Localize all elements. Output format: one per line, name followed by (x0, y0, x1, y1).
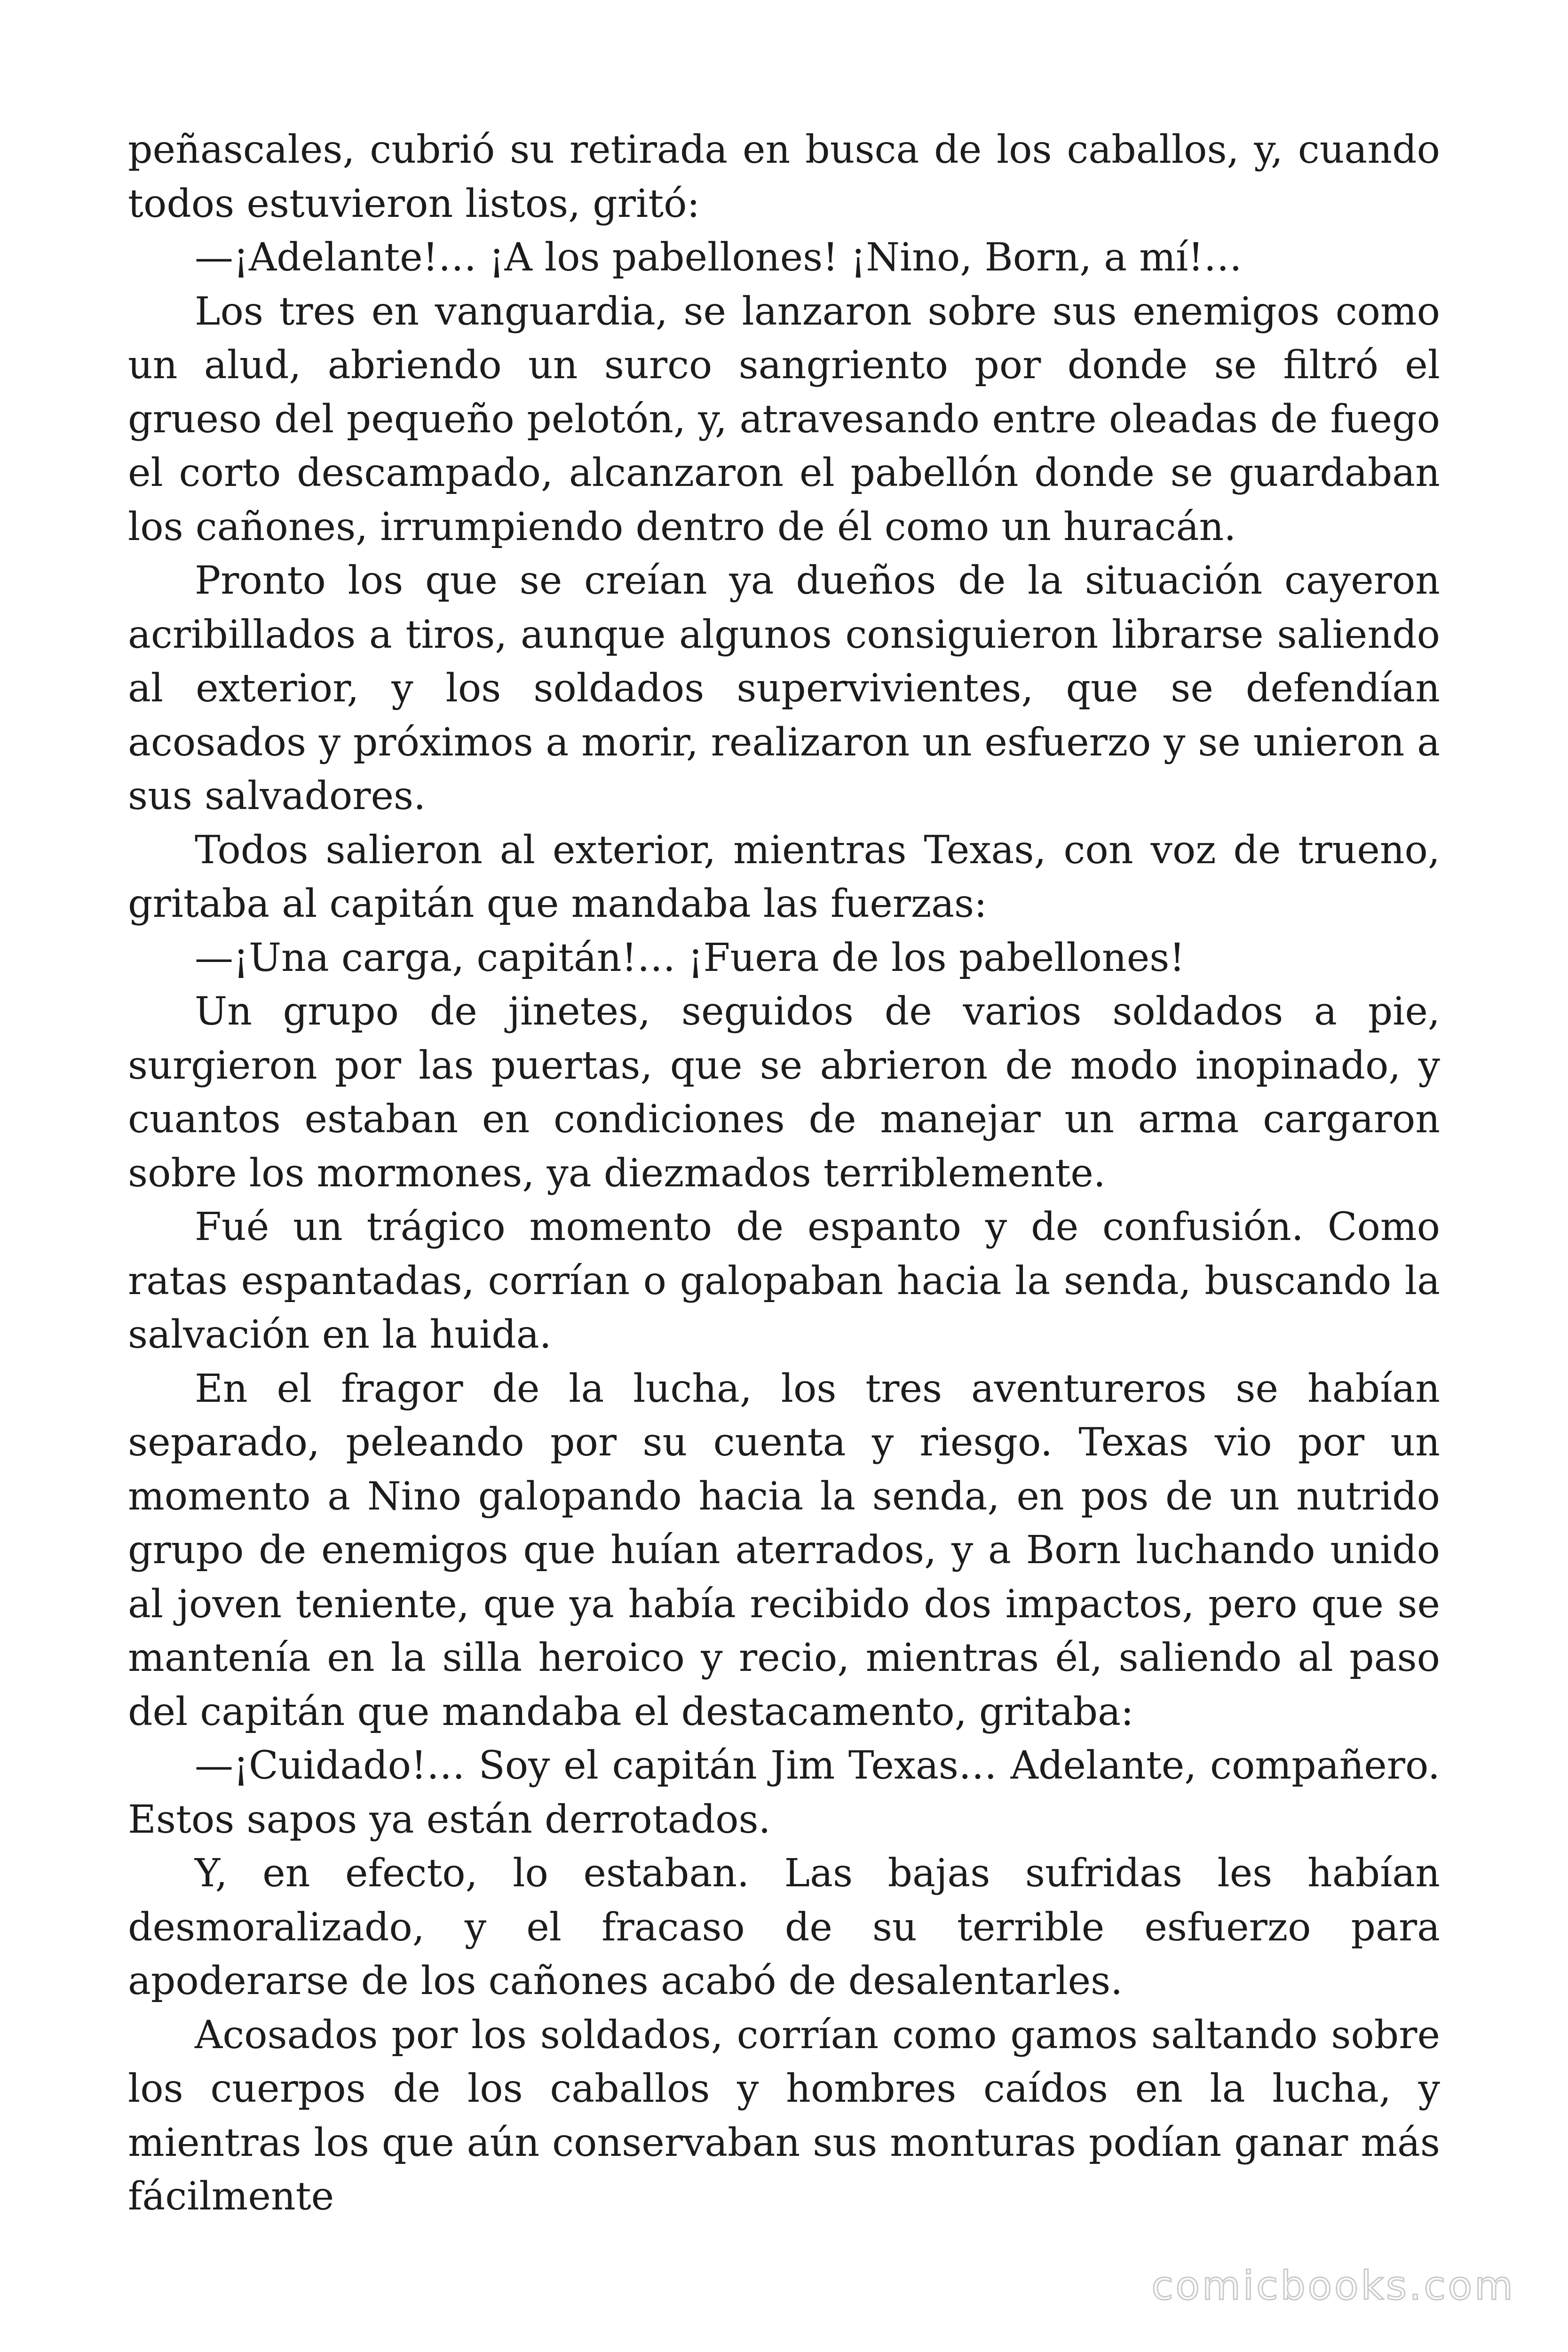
paragraph-last: Acosados por los soldados, corrían como gamos saltando sobre los cuerpos de los caballos y hombres caídos en la lucha, y mientras los que aún conservaban sus monturas podían ganar más fácilmente (128, 2012, 1440, 2219)
paragraph: Y, en efecto, lo estaban. Las bajas sufridas les habían desmoralizado, y el fracaso de su terrible esfuerzo para apoderarse de los cañones acabó de desalentarles. (128, 1851, 1440, 2003)
paragraph: Pronto los que se creían ya dueños de la situación cayeron acribillados a tiros, aunque algunos consiguieron librarse saliendo al exterior, y los soldados supervivientes, que se defendían acosados y próximos a morir, realizaron un esfuerzo y se unieron a sus salvadores. (128, 558, 1440, 818)
paragraph: Fué un trágico momento de espanto y de confusión. Como ratas espantadas, corrían o galopaban hacia la senda, buscando la salvación en la huida. (128, 1205, 1440, 1357)
paragraph: Todos salieron al exterior, mientras Texas, con voz de trueno, gritaba al capitán que mandaba las fuerzas: (128, 827, 1440, 926)
paragraph-dialogue: —¡Cuidado!… Soy el capitán Jim Texas… Adelante, compañero. Estos sapos ya están derrotados. (128, 1743, 1440, 1842)
watermark: comicbooks.com (1151, 2263, 1515, 2309)
page-body-text (128, 123, 1440, 2224)
paragraph-dialogue: —¡Adelante!… ¡A los pabellones! ¡Nino, Born, a mí!… (195, 235, 1243, 280)
paragraph-dialogue: —¡Una carga, capitán!… ¡Fuera de los pabellones! (195, 935, 1185, 980)
paragraph-continuation: peñascales, cubrió su retirada en busca de los caballos, y, cuando todos estuvieron listos, gritó: (128, 127, 1440, 226)
paragraph: En el fragor de la lucha, los tres aventureros se habían separado, peleando por su cuenta y riesgo. Texas vio por un momento a Nino galopando hacia la senda, en pos de un nutrido grupo de enemigos que huían aterrados, y a Born luchando unido al joven teniente, que ya había recibido dos impactos, pero que se mantenía en la silla heroico y recio, mientras él, saliendo al paso del capitán que mandaba el destacamento, gritaba: (128, 1366, 1440, 1734)
paragraph: Los tres en vanguardia, se lanzaron sobre sus enemigos como un alud, abriendo un surco sangriento por donde se filtró el grueso del pequeño pelotón, y, atravesando entre oleadas de fuego el corto descampado, alcanzaron el pabellón donde se guardaban los cañones, irrumpiendo dentro de él como un huracán. (128, 289, 1440, 549)
paragraph: Un grupo de jinetes, seguidos de varios soldados a pie, surgieron por las puertas, que se abrieron de modo inopinado, y cuantos estaban en condiciones de manejar un arma cargaron sobre los mormones, ya diezmados terriblemente. (128, 989, 1440, 1196)
